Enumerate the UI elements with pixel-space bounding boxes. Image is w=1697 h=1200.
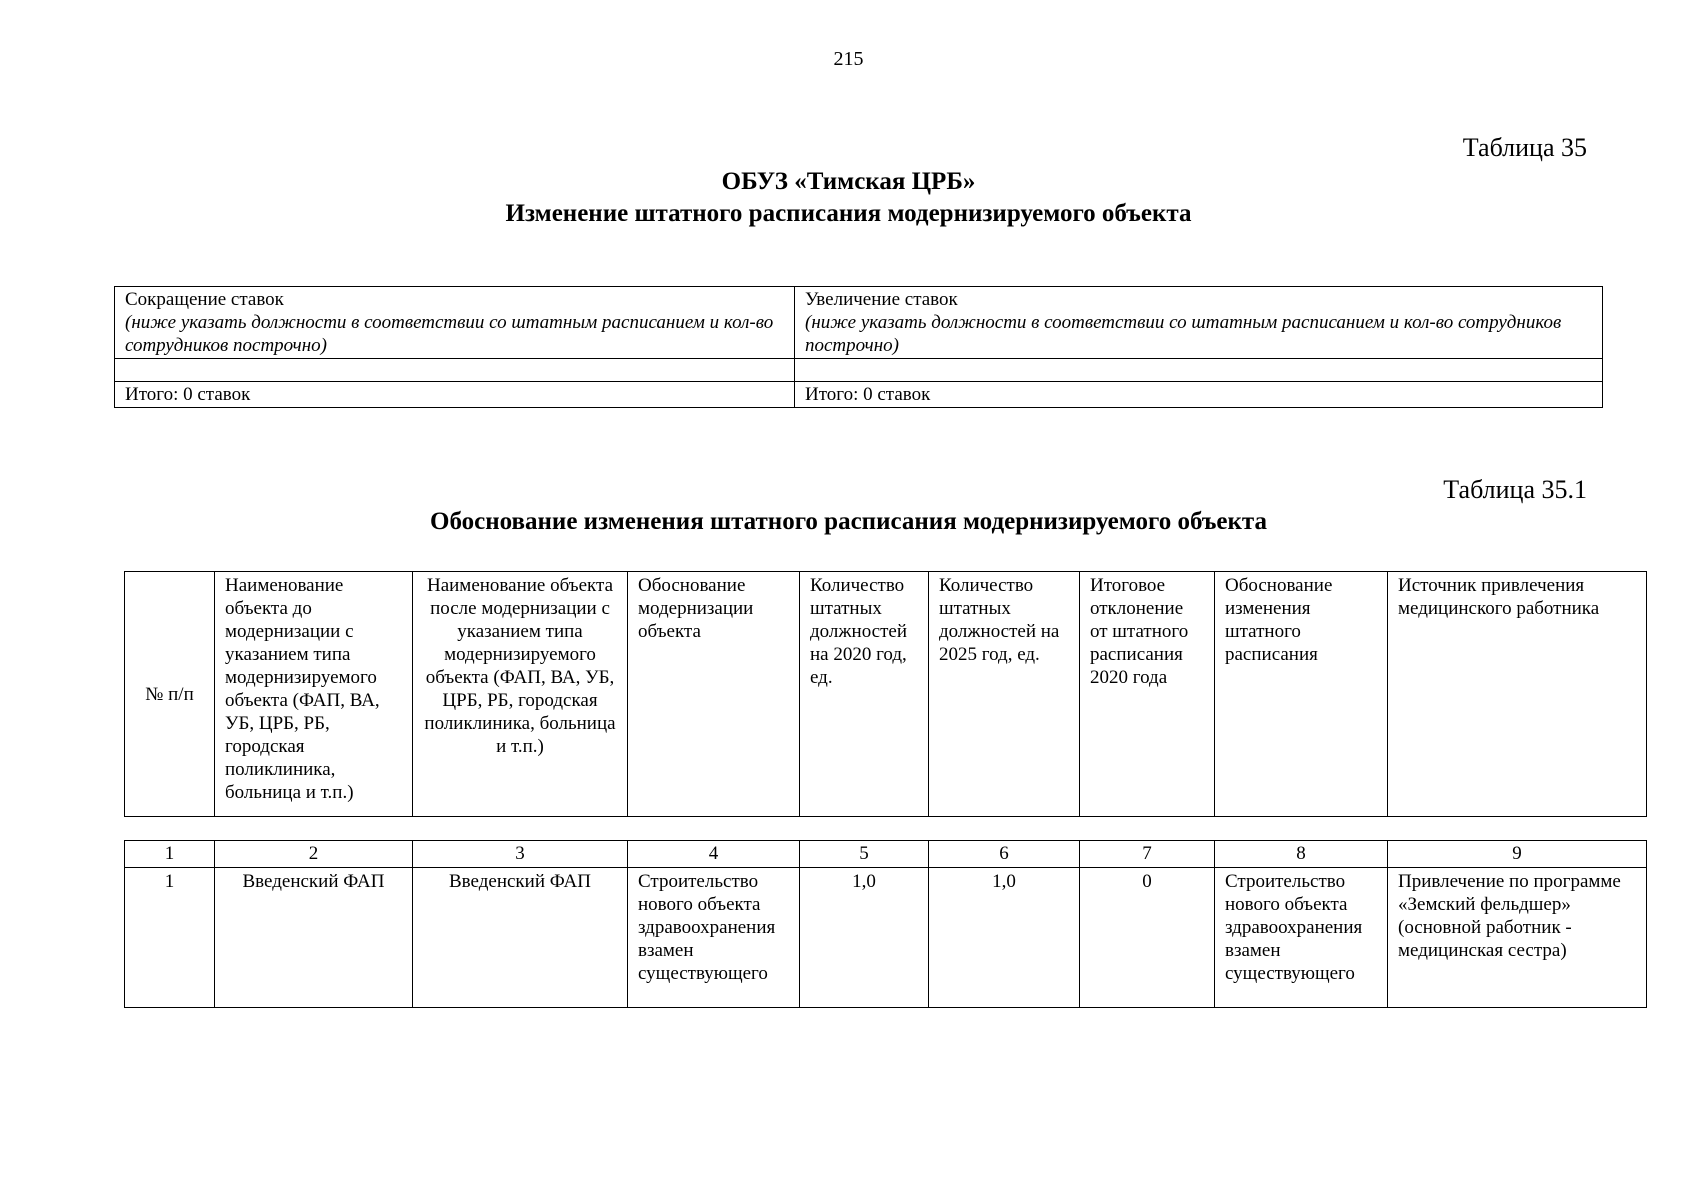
header-change-reason: Обоснование изменения штатного расписания [1215, 572, 1388, 817]
page-number: 215 [833, 48, 864, 70]
staff-2020: 1,0 [800, 868, 929, 1008]
org-title: ОБУЗ «Тимская ЦРБ» [721, 168, 976, 195]
table-35-1-label: Таблица 35.1 [1443, 475, 1587, 504]
table-35-subtitle: Изменение штатного расписания модернизируемого объекта [505, 200, 1192, 227]
object-after: Введенский ФАП [413, 868, 628, 1008]
header-deviation: Итоговое отклонение от штатного расписания 2020 года [1080, 572, 1215, 817]
header-modernization-reason: Обоснование модернизации объекта [628, 572, 800, 817]
reduction-empty-cell [115, 359, 795, 382]
staff-change-table [114, 286, 1603, 408]
header-worker-source: Источник привлечения медицинского работника [1388, 572, 1647, 817]
reduction-note: (ниже указать должности в соответствии со штатным расписанием и кол-во сотрудников построчно) [125, 312, 774, 356]
increase-note: (ниже указать должности в соответствии со штатным расписанием и кол-во сотрудников построчно) [805, 312, 1562, 356]
change-reason: Строительство нового объекта здравоохранения взамен существующего [1215, 868, 1388, 1008]
worker-source: Привлечение по программе «Земский фельдшер» (основной работник - медицинская сестра) [1388, 868, 1647, 1008]
header-staff-2025: Количество штатных должностей на 2025 год, ед. [929, 572, 1080, 817]
increase-empty-cell [795, 359, 1603, 382]
increase-header-cell [795, 287, 1603, 359]
justification-header-table [124, 571, 1647, 817]
reduction-header: Сокращение ставок [125, 289, 284, 310]
column-number: 8 [1215, 841, 1388, 868]
header-staff-2020: Количество штатных должностей на 2020 год, ед. [800, 572, 929, 817]
staff-change-empty-row [115, 359, 1603, 382]
column-number: 3 [413, 841, 628, 868]
table-35-label: Таблица 35 [1462, 133, 1587, 162]
increase-header: Увеличение ставок [805, 289, 958, 310]
column-number: 6 [929, 841, 1080, 868]
column-number: 2 [215, 841, 413, 868]
column-number-row [125, 841, 1647, 868]
column-number: 4 [628, 841, 800, 868]
deviation: 0 [1080, 868, 1215, 1008]
table-row [125, 868, 1647, 1008]
header-number: № п/п [125, 572, 215, 817]
column-number: 9 [1388, 841, 1647, 868]
table-35-1-title: Обоснование изменения штатного расписания модернизируемого объекта [430, 508, 1267, 535]
column-number: 7 [1080, 841, 1215, 868]
column-number: 1 [125, 841, 215, 868]
header-object-after: Наименование объекта после модернизации с указанием типа модернизируемого объекта (ФАП, ВА, УБ, ЦРБ, РБ, городская поликлиника, больница и т.п.) [413, 572, 628, 817]
object-before: Введенский ФАП [215, 868, 413, 1008]
staff-2025: 1,0 [929, 868, 1080, 1008]
column-number: 5 [800, 841, 929, 868]
modernization-reason: Строительство нового объекта здравоохранения взамен существующего [628, 868, 800, 1008]
reduction-total: Итого: 0 ставок [115, 382, 795, 408]
justification-data-table [124, 840, 1647, 1008]
header-object-before: Наименование объекта до модернизации с указанием типа модернизируемого объекта (ФАП, ВА, УБ, ЦРБ, РБ, городская поликлиника, больница и т.п.) [215, 572, 413, 817]
increase-total: Итого: 0 ставок [795, 382, 1603, 408]
staff-change-header-row [115, 287, 1603, 359]
row-number: 1 [125, 868, 215, 1008]
reduction-header-cell [115, 287, 795, 359]
justification-header-row [125, 572, 1647, 817]
staff-change-total-row [115, 382, 1603, 408]
